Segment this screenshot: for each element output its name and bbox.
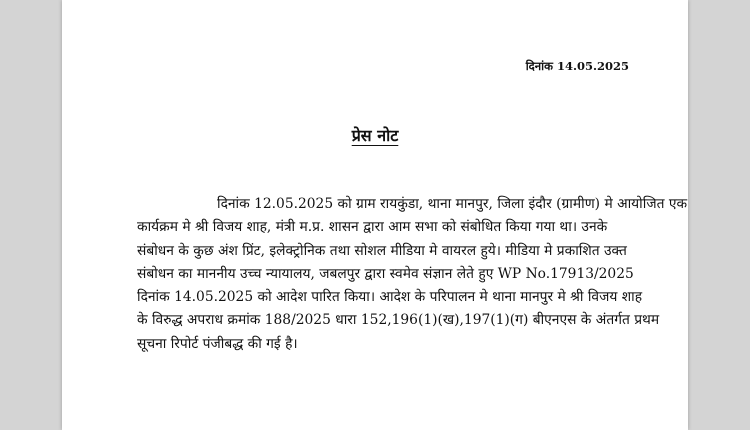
date-line: दिनांक 14.05.2025 xyxy=(525,59,629,73)
body-line: संबोधन के कुछ अंश प्रिंट, इलेक्ट्रोनिक तथा सोशल मीडिया मे वायरल हुये। मीडिया मे प्रकाशित उक्त xyxy=(137,242,627,259)
title-text: प्रेस नोट xyxy=(351,126,399,145)
body-paragraph xyxy=(137,193,688,356)
body-line: दिनांक 14.05.2025 को आदेश पारित किया। आदेश के परिपालन मे थाना मानपुर मे श्री विजय शाह xyxy=(137,289,643,306)
page-title xyxy=(62,124,688,146)
body-line: के विरुद्ध अपराध क्रमांक 188/2025 धारा 152,196(1)(ख),197(1)(ग) बीएनएस के अंतर्गत प्रथम xyxy=(137,312,660,329)
body-line: दिनांक 12.05.2025 को ग्राम रायकुंडा, थाना मानपुर, जिला इंदौर (ग्रामीण) मे आयोजित एक xyxy=(217,196,688,212)
body-line: कार्यक्रम मे श्री विजय शाह, मंत्री म.प्र. शासन द्वारा आम सभा को संबोधित किया गया था। उनके xyxy=(137,219,608,236)
press-note-page xyxy=(62,0,688,430)
body-line: संबोधन का माननीय उच्च न्यायालय, जबलपुर द्वारा स्वमेव संज्ञान लेते हुए WP No.17913/2025 xyxy=(137,265,634,282)
body-line: सूचना रिपोर्ट पंजीबद्ध की गई है। xyxy=(137,335,298,352)
